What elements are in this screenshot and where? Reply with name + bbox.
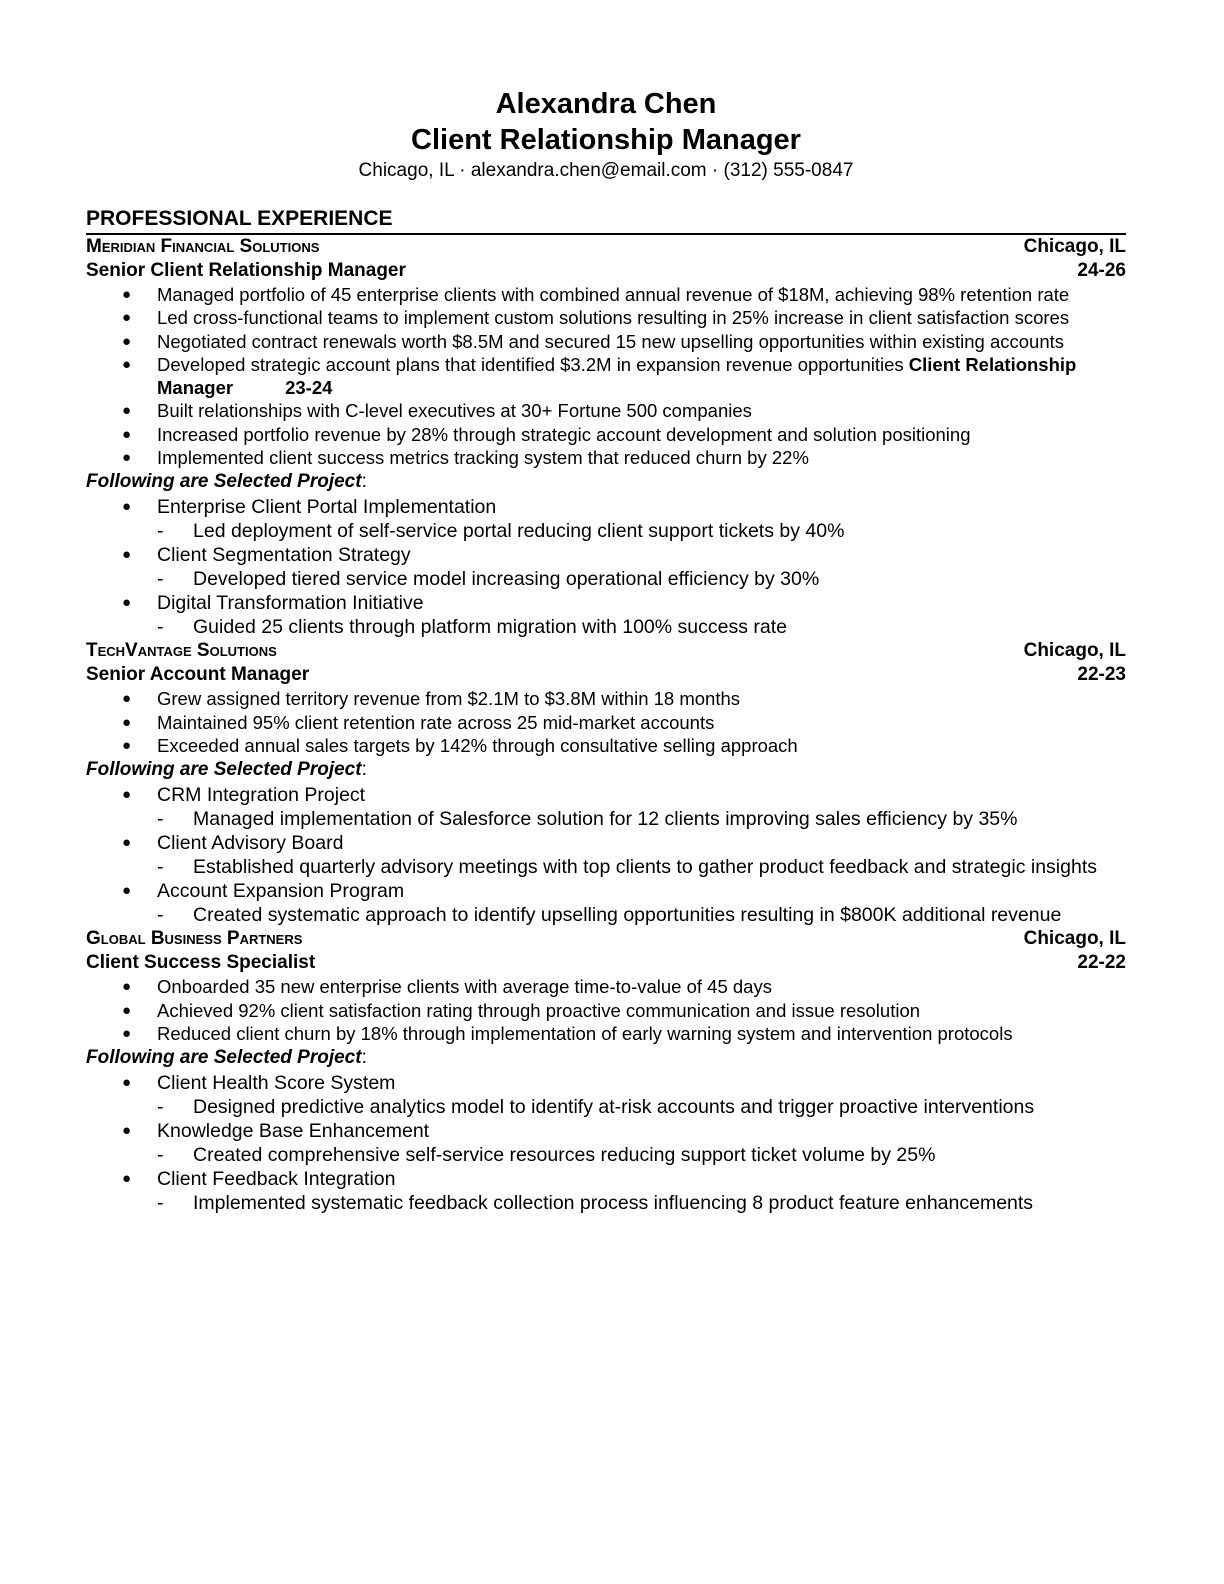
project-name: CRM Integration Project (157, 784, 366, 807)
job-dates: 22-22 (1077, 952, 1126, 974)
achievement-item: ● Negotiated contract renewals worth $8.5M and secured 15 new upselling opportunities within existing accounts (86, 330, 1126, 353)
achievement-item: ● Managed portfolio of 45 enterprise clients with combined annual revenue of $18M, achieving 98% retention rate (86, 283, 1126, 306)
job-location: Chicago, IL (1023, 928, 1126, 950)
project-detail: - Implemented systematic feedback collection process influencing 8 product feature enhancements (157, 1191, 1126, 1215)
project-item (86, 879, 1126, 927)
achievement-item (86, 353, 1126, 400)
project-item (86, 591, 1126, 639)
achievement-item: ● Implemented client success metrics tracking system that reduced churn by 22% (86, 446, 1126, 469)
project-name: Knowledge Base Enhancement (157, 1120, 430, 1143)
job-role: Senior Client Relationship Manager (86, 260, 406, 281)
job-entry (86, 927, 1126, 1215)
projects-heading (86, 757, 1126, 783)
project-list (86, 1071, 1126, 1215)
contact-line: Chicago, IL · alexandra.chen@email.com · (312) 555-0847 (358, 160, 854, 181)
projects-heading-text: Following are Selected Project (86, 759, 362, 781)
project-detail: - Developed tiered service model increasing operational efficiency by 30% (157, 567, 1126, 591)
achievement-item: ● Reduced client churn by 18% through implementation of early warning system and intervention protocols (86, 1022, 1126, 1045)
projects-heading-colon: : (361, 759, 367, 781)
inline-role-dates: 23-24 (285, 377, 333, 399)
projects-heading-text: Following are Selected Project (86, 1047, 362, 1069)
project-detail: - Created systematic approach to identify upselling opportunities resulting in $800K additional revenue (157, 903, 1126, 927)
project-item (86, 495, 1126, 543)
company-name: TechVantage Solutions (86, 640, 277, 662)
projects-heading (86, 469, 1126, 495)
projects-heading-text: Following are Selected Project (86, 471, 362, 493)
achievement-item: ● Achieved 92% client satisfaction rating through proactive communication and issue resolution (86, 999, 1126, 1022)
project-name: Client Segmentation Strategy (157, 544, 411, 567)
job-dates: 24-26 (1077, 260, 1126, 281)
job-entry (86, 235, 1126, 639)
project-name: Client Advisory Board (157, 832, 344, 855)
achievement-list (86, 687, 1126, 757)
job-location: Chicago, IL (1023, 640, 1126, 662)
candidate-name: Alexandra Chen (495, 88, 717, 120)
candidate-title: Client Relationship Manager (411, 124, 801, 156)
inline-role-title: Client Relationship Manager (157, 353, 1077, 399)
project-name: Client Health Score System (157, 1072, 396, 1095)
project-item (86, 1119, 1126, 1167)
project-list (86, 495, 1126, 639)
job-role: Client Success Specialist (86, 952, 316, 974)
project-name: Client Feedback Integration (157, 1168, 396, 1191)
project-list (86, 783, 1126, 927)
job-dates: 22-23 (1077, 664, 1126, 686)
project-name: Digital Transformation Initiative (157, 592, 424, 615)
company-name: Meridian Financial Solutions (86, 236, 320, 257)
job-header-row (86, 927, 1126, 951)
projects-heading-colon: : (361, 1047, 367, 1069)
achievement-text: Developed strategic account plans that identified $3.2M in expansion revenue opportunities (157, 353, 909, 375)
project-item (86, 831, 1126, 879)
achievement-item: ● Led cross-functional teams to implement custom solutions resulting in 25% increase in client satisfaction scores (86, 306, 1126, 329)
project-detail: - Managed implementation of Salesforce solution for 12 clients improving sales efficiency by 35% (157, 807, 1126, 831)
job-header-row (86, 639, 1126, 663)
achievement-item: ● Maintained 95% client retention rate across 25 mid-market accounts (86, 711, 1126, 734)
project-detail: - Led deployment of self-service portal reducing client support tickets by 40% (157, 519, 1126, 543)
job-role-row (86, 259, 1126, 283)
project-item (86, 1071, 1126, 1119)
resume-page (86, 86, 1126, 1215)
job-header-row (86, 235, 1126, 259)
project-detail: - Created comprehensive self-service resources reducing support ticket volume by 25% (157, 1143, 1126, 1167)
achievement-item: ● Grew assigned territory revenue from $2.1M to $3.8M within 18 months (86, 687, 1126, 710)
project-detail: - Designed predictive analytics model to identify at-risk accounts and trigger proactive interventions (157, 1095, 1126, 1119)
project-name: Enterprise Client Portal Implementation (157, 496, 497, 519)
achievement-item: ● Increased portfolio revenue by 28% through strategic account development and solution positioning (86, 423, 1126, 446)
job-role-row (86, 663, 1126, 687)
job-role-row (86, 951, 1126, 975)
projects-heading-colon: : (361, 471, 367, 493)
project-item (86, 543, 1126, 591)
achievement-item: ● Built relationships with C-level executives at 30+ Fortune 500 companies (86, 399, 1126, 422)
projects-heading (86, 1045, 1126, 1071)
achievement-item: ● Exceeded annual sales targets by 142% through consultative selling approach (86, 734, 1126, 757)
job-role: Senior Account Manager (86, 664, 310, 686)
job-entry (86, 639, 1126, 927)
section-heading-experience: PROFESSIONAL EXPERIENCE (86, 206, 1126, 235)
achievement-list (86, 283, 1126, 469)
job-location: Chicago, IL (1023, 236, 1126, 257)
achievement-list (86, 975, 1126, 1045)
project-item (86, 783, 1126, 831)
achievement-item: ● Onboarded 35 new enterprise clients with average time-to-value of 45 days (86, 975, 1126, 998)
project-detail: - Established quarterly advisory meetings with top clients to gather product feedback and strategic insights (157, 855, 1126, 879)
project-name: Account Expansion Program (157, 880, 405, 903)
project-detail: - Guided 25 clients through platform migration with 100% success rate (157, 615, 1126, 639)
company-name: Global Business Partners (86, 928, 303, 950)
project-item (86, 1167, 1126, 1215)
